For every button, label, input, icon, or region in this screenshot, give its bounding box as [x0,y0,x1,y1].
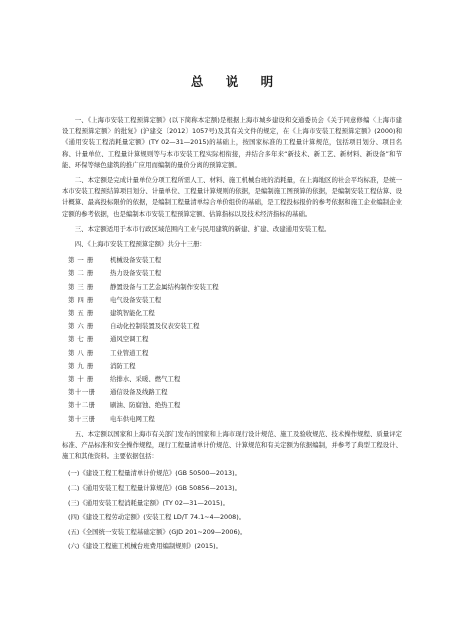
volume-name: 热力设备安装工程 [110,269,162,278]
volume-number: 第 三 册 [68,282,94,291]
volume-number: 第 十 册 [68,375,94,384]
volume-item [68,347,402,360]
volume-item [68,281,402,294]
paragraph-5: 五、本定额以国家和上海市有关部门发布的国家和上海市现行设计规范、施工及验收规范、技术操作规程、质量评定标准、产品标准和安全操作规程，现行工程量清单计价规范、计算规范和有关定额为依据编制，并参考了典型工程设计、施工和其他资料。主要依据包括： [62,429,402,461]
volume-item [68,307,402,320]
volume-number: 第 二 册 [68,269,94,278]
reference-item: (二)《通用安装工程工程量计算规范》(GB 50856—2013)。 [68,484,241,493]
volume-item [68,333,402,346]
reference-item: (四)《建设工程劳动定额》(安装工程 LD/T 74.1~4—2008)。 [68,513,246,522]
volume-name: 刷油、防腐蚀、绝热工程 [110,401,181,410]
volume-number: 第 八 册 [68,348,94,357]
volume-number: 第 九 册 [68,361,94,370]
volume-list [62,254,402,426]
volume-name: 电车供电网工程 [110,414,155,423]
volume-number: 第 一 册 [68,256,94,265]
volume-name: 自动化控制装置及仪表安装工程 [110,322,200,331]
volume-name: 建筑智能化工程 [110,309,155,318]
volume-number: 第十一册 [68,388,96,397]
reference-list [62,466,402,554]
volume-number: 第 七 册 [68,335,94,344]
reference-item: (一)《建设工程工程量清单计价规范》(GB 50500—2013)。 [68,469,241,478]
volume-item [68,294,402,307]
volume-name: 工业管道工程 [110,348,149,357]
volume-name: 机械设备安装工程 [110,256,162,265]
volume-number: 第十二册 [68,401,96,410]
volume-item [68,413,402,426]
volume-name: 静置设备与工艺金属结构制作安装工程 [110,282,219,291]
volume-name: 给排水、采暖、燃气工程 [110,375,181,384]
reference-item: (六)《建设工程施工机械台班费用编制规则》(2015)。 [68,542,223,551]
volume-name: 通风空调工程 [110,335,149,344]
volume-number: 第 五 册 [68,309,94,318]
volume-name: 电气设备安装工程 [110,295,162,304]
paragraph-1: 一、《上海市安装工程预算定额》(以下简称本定额)是根据上海市城乡建设和交通委员会《关于同意修编〈上海市建设工程预算定额〉的批复》(沪建交〔2012〕1057号)及其有关文件的规定，在《上海市安装工程预算定额》(2000)和《通用安装工程消耗量定额》(TY 02—31—2015)的基础上，按国家标准的工程量计算规范，包括项目划分、项目名称、计量单位、工程量计算规则等与本市安装工程实际相衔接，并结合多年来“新技术、新工艺、新材料、新设备”和节能、环保等绿色建筑的推广应用而编制的量价分离的预算定额。 [62,116,402,169]
volume-number: 第十三册 [68,414,96,423]
volume-item [68,360,402,373]
volume-item [68,373,402,386]
paragraph-3: 三、本定额适用于本市行政区域范围内工业与民用建筑的新建、扩建、改建通用安装工程。 [74,224,331,233]
volume-item [68,267,402,280]
reference-item: (三)《通用安装工程消耗量定额》(TY 02—31—2015)。 [68,498,229,507]
paragraph-4: 四、《上海市安装工程预算定额》共分十三册： [74,240,206,249]
page-title: 总 说 明 [190,74,283,89]
volume-item [68,399,402,412]
volume-item [68,254,402,267]
volume-number: 第 四 册 [68,295,94,304]
volume-number: 第 六 册 [68,322,94,331]
volume-item [68,320,402,333]
volume-item [68,386,402,399]
volume-name: 消防工程 [110,361,136,370]
paragraph-2: 二、本定额是完成计量单位分项工程所需人工、材料、施工机械台班的消耗量，在上海地区的社会平均标准，是统一本市安装工程预结算项目划分、计量单位、工程量计算规则的依据，是编制施工图预算的依据，是编制安装工程估算、设计概算、最高投标限价的依据，是编制工程量清单综合单价组价的基础，是工程投标报价的参考依据和施工企业编制企业定额的参考依据，也是编制本市安装工程预算定额、估算指标以及技术经济指标的基础。 [62,176,402,218]
volume-name: 通信设备及线路工程 [110,388,168,397]
reference-item: (五)《全国统一安装工程基础定额》(GJD 201~209—2006)。 [68,527,247,536]
